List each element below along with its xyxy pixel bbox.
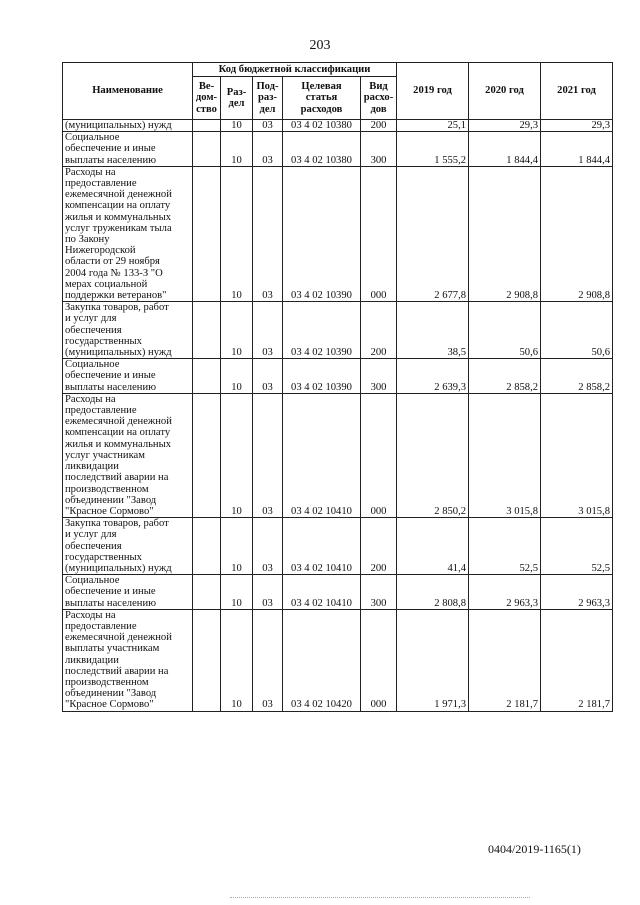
row-target-article: 03 4 02 10380 (283, 132, 361, 167)
row-target-article: 03 4 02 10420 (283, 609, 361, 711)
row-target-article: 03 4 02 10390 (283, 359, 361, 394)
row-value-2019: 2 677,8 (397, 166, 469, 301)
table-row (63, 609, 613, 711)
row-value-2019: 1 555,2 (397, 132, 469, 167)
row-expense-type: 300 (361, 132, 397, 167)
row-name: Социальное обеспечение и иные выплаты населению (63, 132, 193, 167)
row-vedomstvo (193, 393, 221, 517)
row-value-2021: 50,6 (541, 302, 613, 359)
row-value-2020: 2 858,2 (469, 359, 541, 394)
row-expense-type: 200 (361, 120, 397, 132)
table-row (63, 575, 613, 610)
row-name: Социальное обеспечение и иные выплаты населению (63, 575, 193, 610)
row-razdel: 10 (221, 132, 253, 167)
row-expense-type: 200 (361, 518, 397, 575)
header-target-article: Целевая статья расходов (283, 77, 361, 120)
row-razdel: 10 (221, 359, 253, 394)
row-value-2019: 2 808,8 (397, 575, 469, 610)
row-podrazdel: 03 (253, 166, 283, 301)
row-target-article: 03 4 02 10380 (283, 120, 361, 132)
row-razdel: 10 (221, 120, 253, 132)
row-value-2021: 2 908,8 (541, 166, 613, 301)
row-target-article: 03 4 02 10390 (283, 302, 361, 359)
header-year-2019: 2019 год (397, 63, 469, 120)
row-value-2019: 38,5 (397, 302, 469, 359)
header-podrazdel: Под- раз- дел (253, 77, 283, 120)
row-razdel: 10 (221, 575, 253, 610)
row-podrazdel: 03 (253, 132, 283, 167)
row-value-2019: 41,4 (397, 518, 469, 575)
row-value-2021: 52,5 (541, 518, 613, 575)
row-value-2019: 1 971,3 (397, 609, 469, 711)
row-vedomstvo (193, 609, 221, 711)
row-value-2020: 29,3 (469, 120, 541, 132)
row-target-article: 03 4 02 10410 (283, 518, 361, 575)
row-podrazdel: 03 (253, 518, 283, 575)
table-header (63, 63, 613, 120)
row-name: Социальное обеспечение и иные выплаты населению (63, 359, 193, 394)
row-value-2020: 2 908,8 (469, 166, 541, 301)
row-vedomstvo (193, 575, 221, 610)
row-vedomstvo (193, 166, 221, 301)
row-value-2021: 2 963,3 (541, 575, 613, 610)
row-expense-type: 000 (361, 393, 397, 517)
row-name: Расходы на предоставление ежемесячной денежной компенсации на оплату жилья и коммунальных услуг труженикам тыла по Закону Нижегородской области от 29 ноября 2004 года № 133-З "О мерах социальной поддержки ветеранов" (63, 166, 193, 301)
row-vedomstvo (193, 132, 221, 167)
header-razdel: Раз- дел (221, 77, 253, 120)
table-row (63, 518, 613, 575)
row-value-2021: 3 015,8 (541, 393, 613, 517)
row-razdel: 10 (221, 302, 253, 359)
row-value-2020: 52,5 (469, 518, 541, 575)
row-expense-type: 300 (361, 359, 397, 394)
header-year-2020: 2020 год (469, 63, 541, 120)
scan-artifact (230, 897, 530, 898)
header-code-group: Код бюджетной классификации (193, 63, 397, 77)
budget-table (62, 62, 613, 712)
row-podrazdel: 03 (253, 120, 283, 132)
table-row (63, 359, 613, 394)
row-vedomstvo (193, 120, 221, 132)
row-value-2021: 29,3 (541, 120, 613, 132)
row-razdel: 10 (221, 393, 253, 517)
row-name: Закупка товаров, работ и услуг для обеспечения государственных (муниципальных) нужд (63, 518, 193, 575)
row-value-2020: 2 963,3 (469, 575, 541, 610)
header-year-2021: 2021 год (541, 63, 613, 120)
row-expense-type: 200 (361, 302, 397, 359)
row-value-2020: 1 844,4 (469, 132, 541, 167)
row-target-article: 03 4 02 10410 (283, 575, 361, 610)
row-target-article: 03 4 02 10410 (283, 393, 361, 517)
row-name: Расходы на предоставление ежемесячной денежной выплаты участникам ликвидации последствий аварии на производственном объединении "Завод "Красное Сормово" (63, 609, 193, 711)
row-name: (муниципальных) нужд (63, 120, 193, 132)
row-name: Закупка товаров, работ и услуг для обеспечения государственных (муниципальных) нужд (63, 302, 193, 359)
row-value-2020: 3 015,8 (469, 393, 541, 517)
document-code: 0404/2019-1165(1) (488, 842, 581, 856)
header-name: Наименование (63, 63, 193, 120)
row-podrazdel: 03 (253, 359, 283, 394)
table-row (63, 166, 613, 301)
row-expense-type: 000 (361, 609, 397, 711)
row-target-article: 03 4 02 10390 (283, 166, 361, 301)
table-row (63, 302, 613, 359)
row-name: Расходы на предоставление ежемесячной денежной компенсации на оплату жилья и коммунальных услуг участникам ликвидации последствий аварии на производственном объединении "Завод "Красное Сормово" (63, 393, 193, 517)
table-body (63, 120, 613, 712)
header-vedomstvo: Ве- дом- ство (193, 77, 221, 120)
row-value-2021: 2 858,2 (541, 359, 613, 394)
row-expense-type: 000 (361, 166, 397, 301)
page-number: 203 (309, 38, 331, 53)
row-vedomstvo (193, 302, 221, 359)
row-podrazdel: 03 (253, 393, 283, 517)
row-value-2020: 2 181,7 (469, 609, 541, 711)
table-row (63, 120, 613, 132)
row-expense-type: 300 (361, 575, 397, 610)
row-podrazdel: 03 (253, 302, 283, 359)
row-razdel: 10 (221, 166, 253, 301)
row-razdel: 10 (221, 609, 253, 711)
table-row (63, 132, 613, 167)
row-value-2019: 25,1 (397, 120, 469, 132)
row-vedomstvo (193, 359, 221, 394)
row-value-2021: 1 844,4 (541, 132, 613, 167)
row-value-2020: 50,6 (469, 302, 541, 359)
header-expense-type: Вид расхо- дов (361, 77, 397, 120)
row-podrazdel: 03 (253, 575, 283, 610)
row-razdel: 10 (221, 518, 253, 575)
row-value-2019: 2 639,3 (397, 359, 469, 394)
row-value-2019: 2 850,2 (397, 393, 469, 517)
row-vedomstvo (193, 518, 221, 575)
table-row (63, 393, 613, 517)
row-value-2021: 2 181,7 (541, 609, 613, 711)
row-podrazdel: 03 (253, 609, 283, 711)
